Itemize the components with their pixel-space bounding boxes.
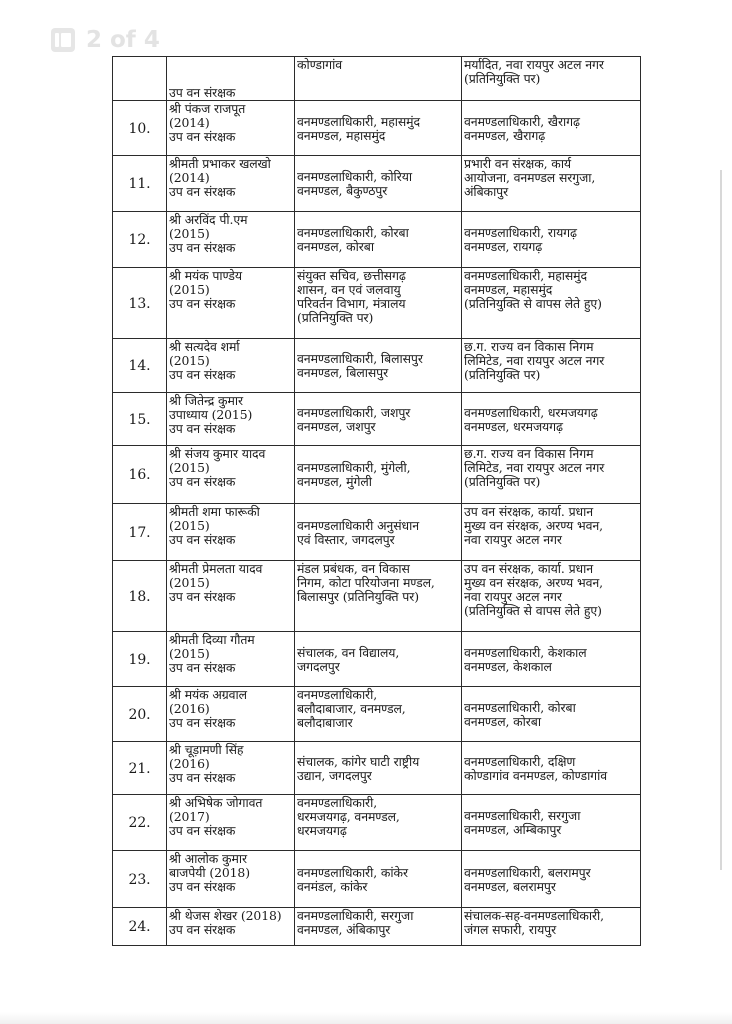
cell-line: वनमण्डलाधिकारी, कोरबा: [464, 699, 576, 715]
cell-line: (2015): [169, 460, 210, 475]
table-row: [113, 57, 641, 101]
cell-line: (प्रतिनियुक्ति पर): [464, 474, 541, 489]
cell-line: बिलासपुर (प्रतिनियुक्ति पर): [297, 589, 419, 604]
serial-number: 21.: [113, 742, 167, 795]
table-row: [113, 632, 641, 687]
cell-line: वनमण्डल, बैकुण्ठपुर: [297, 183, 388, 198]
cell-line: उप वन संरक्षक: [169, 589, 236, 604]
table-row: [113, 339, 641, 393]
current-posting-cell: [295, 742, 462, 795]
serial-number: 19.: [113, 632, 167, 687]
current-posting-cell: [295, 393, 462, 446]
cell-line: वनमण्डलाधिकारी, केशकाल: [464, 644, 587, 660]
cell-line: श्री मयंक पाण्डेय: [169, 268, 242, 283]
new-posting-cell: [462, 908, 641, 946]
serial-number: 10.: [113, 101, 167, 156]
current-posting-cell: [295, 57, 462, 101]
officer-name-cell: [167, 851, 295, 908]
new-posting-cell: [462, 101, 641, 156]
cell-line: जगदलपुर: [297, 658, 340, 674]
cell-line: वनमण्डल, महासमुंद: [297, 127, 386, 143]
officer-name-cell: [167, 156, 295, 212]
cell-line: श्री थेजस शेखर (2018): [169, 908, 282, 923]
cell-line: उप वन संरक्षक: [169, 879, 236, 894]
cell-line: उप वन संरक्षक, कार्या. प्रधान: [464, 561, 594, 576]
new-posting-cell: [462, 742, 641, 795]
table-row: [113, 908, 641, 946]
cell-line: उप वन संरक्षक: [169, 184, 236, 199]
cell-line: (2015): [169, 646, 210, 661]
cell-line: श्रीमती प्रभाकर खलखो: [169, 156, 271, 171]
cell-line: मर्यादित, नवा रायपुर अटल नगर: [464, 57, 604, 72]
cell-line: वनमण्डलाधिकारी अनुसंधान: [297, 517, 419, 533]
cell-line: वनमण्डल, बलरामपुर: [464, 878, 556, 894]
cell-line: परिवर्तन विभाग, मंत्रालय: [297, 296, 406, 311]
cell-line: नवा रायपुर अटल नगर: [464, 532, 562, 547]
scan-edge-mark: [720, 170, 722, 870]
current-posting-cell: [295, 156, 462, 212]
page-bottom-edge: [0, 1012, 732, 1024]
officer-name-cell: [167, 446, 295, 504]
cell-line: वनमण्डल, कोरबा: [464, 713, 541, 729]
cell-line: वनमण्डल, खैरागढ़: [464, 127, 546, 143]
current-posting-cell: [295, 795, 462, 851]
table-row: [113, 795, 641, 851]
table-row: [113, 687, 641, 742]
officer-name-cell: [167, 504, 295, 561]
cell-line: (2015): [169, 518, 210, 533]
cell-line: बाजपेयी (2018): [169, 865, 250, 880]
cell-line: श्री अरविंद पी.एम: [169, 212, 248, 227]
cell-line: मुख्य वन संरक्षक, अरण्य भवन,: [464, 518, 603, 533]
officer-name-cell: [167, 795, 295, 851]
page-indicator-text: 2 of 4: [86, 27, 160, 53]
current-posting-cell: [295, 687, 462, 742]
cell-line: उप वन संरक्षक: [169, 823, 236, 838]
serial-number: 12.: [113, 212, 167, 268]
new-posting-cell: [462, 795, 641, 851]
cell-line: धरमजयगढ़: [297, 823, 347, 838]
serial-number: [113, 57, 167, 101]
current-posting-cell: [295, 632, 462, 687]
table-row: [113, 393, 641, 446]
table-row: [113, 504, 641, 561]
cell-line: (प्रतिनियुक्ति से वापस लेते हुए): [464, 603, 602, 618]
officer-name-cell: [167, 339, 295, 393]
current-posting-cell: [295, 212, 462, 268]
cell-line: (2016): [169, 756, 210, 771]
cell-line: वनमण्डल, केशकाल: [464, 658, 552, 674]
serial-number: 17.: [113, 504, 167, 561]
cell-line: उद्यान, जगदलपुर: [297, 767, 372, 783]
new-posting-cell: [462, 504, 641, 561]
cell-line: अंबिकापुर: [464, 184, 509, 199]
officer-name-cell: [167, 742, 295, 795]
officer-name-cell: [167, 101, 295, 156]
cell-line: श्री अभिषेक जोगावत: [169, 795, 263, 810]
serial-number: 22.: [113, 795, 167, 851]
cell-line: (2014): [169, 170, 210, 185]
page-indicator-badge[interactable]: [42, 22, 200, 58]
cell-line: मंडल प्रबंधक, वन विकास: [297, 561, 410, 576]
cell-line: वनमण्डलाधिकारी, महासमुंद: [464, 268, 587, 283]
cell-line: (2017): [169, 809, 210, 824]
officer-name-cell: [167, 632, 295, 687]
cell-line: (प्रतिनियुक्ति पर): [297, 310, 374, 325]
table-row: [113, 101, 641, 156]
cell-line: लिमिटेड, नवा रायपुर अटल नगर: [464, 353, 605, 368]
new-posting-cell: [462, 561, 641, 632]
current-posting-cell: [295, 101, 462, 156]
cell-line: श्री सत्यदेव शर्मा: [169, 339, 240, 354]
cell-line: छ.ग. राज्य वन विकास निगम: [464, 446, 594, 461]
cell-line: उप वन संरक्षक: [169, 474, 236, 489]
cell-line: वनमण्डलाधिकारी, बिलासपुर: [297, 351, 423, 366]
cell-line: वनमण्डलाधिकारी, धरमजयगढ़: [464, 404, 598, 420]
cell-line: प्रभारी वन संरक्षक, कार्य: [464, 156, 572, 171]
cell-line: वनमण्डलाधिकारी, महासमुंद: [297, 113, 420, 129]
cell-line: लिमिटेड, नवा रायपुर अटल नगर: [464, 460, 605, 475]
cell-line: (2015): [169, 282, 210, 297]
cell-line: श्री जितेन्द्र कुमार: [169, 393, 243, 408]
cell-line: संचालक, वन विद्यालय,: [297, 644, 400, 660]
cell-line: वनमण्डलाधिकारी,: [297, 687, 378, 702]
cell-line: उप वन संरक्षक: [169, 367, 236, 382]
cell-line: श्रीमती प्रेमलता यादव: [169, 561, 263, 576]
cell-line: (2015): [169, 353, 210, 368]
cell-line: उप वन संरक्षक: [169, 421, 236, 436]
officer-name-cell: [167, 908, 295, 946]
cell-line: संयुक्त सचिव, छत्तीसगढ़: [297, 268, 406, 283]
cell-line: उप वन संरक्षक, कार्या. प्रधान: [464, 504, 594, 519]
cell-line: उप वन संरक्षक: [169, 660, 236, 675]
cell-line: (प्रतिनियुक्ति से वापस लेते हुए): [464, 296, 602, 311]
cell-line: उप वन संरक्षक: [169, 770, 236, 785]
officer-name-cell: [167, 687, 295, 742]
serial-number: 14.: [113, 339, 167, 393]
current-posting-cell: [295, 851, 462, 908]
officer-name-cell: [167, 57, 295, 101]
cell-line: वनमण्डलाधिकारी, मुंगेली,: [297, 460, 411, 475]
current-posting-cell: [295, 908, 462, 946]
cell-line: (प्रतिनियुक्ति पर): [464, 367, 541, 382]
officer-name-cell: [167, 212, 295, 268]
table-row: [113, 851, 641, 908]
cell-line: श्री आलोक कुमार: [169, 851, 247, 866]
cell-line: वनमण्डलाधिकारी, सरगुजा: [464, 808, 581, 823]
cell-line: वनमण्डल, कोरबा: [297, 239, 374, 254]
new-posting-cell: [462, 57, 641, 101]
cell-line: मुख्य वन संरक्षक, अरण्य भवन,: [464, 575, 603, 590]
cell-line: वनमण्डलाधिकारी, सरगुजा: [297, 908, 414, 923]
cell-line: [169, 72, 292, 86]
serial-number: 16.: [113, 446, 167, 504]
serial-number: 24.: [113, 908, 167, 946]
new-posting-cell: [462, 156, 641, 212]
cell-line: छ.ग. राज्य वन विकास निगम: [464, 339, 594, 354]
cell-line: वनमण्डल, महासमुंद: [464, 282, 553, 297]
current-posting-cell: [295, 504, 462, 561]
cell-line: श्री पंकज राजपूत: [169, 101, 246, 116]
cell-line: वनमण्डलाधिकारी, रायगढ़: [464, 225, 577, 240]
new-posting-cell: [462, 632, 641, 687]
cell-line: (2014): [169, 115, 210, 130]
cell-line: नवा रायपुर अटल नगर: [464, 589, 562, 604]
cell-line: उप वन संरक्षक: [169, 296, 236, 311]
cell-line: संचालक, कांगेर घाटी राष्ट्रीय: [297, 753, 420, 769]
cell-line: वनमण्डल, बिलासपुर: [297, 365, 389, 380]
officer-transfer-table: [112, 56, 641, 946]
cell-line: वनमण्डलाधिकारी, कांकेर: [297, 864, 408, 880]
cell-line: वनमण्डल, मुंगेली: [297, 474, 372, 489]
current-posting-cell: [295, 561, 462, 632]
new-posting-cell: [462, 446, 641, 504]
cell-line: धरमजयगढ़, वनमण्डल,: [297, 809, 400, 824]
current-posting-cell: [295, 268, 462, 339]
serial-number: 18.: [113, 561, 167, 632]
cell-line: (2015): [169, 226, 210, 241]
cell-line: आयोजना, वनमण्डल सरगुजा,: [464, 170, 596, 185]
cell-line: श्रीमती दिव्या गौतम: [169, 632, 255, 647]
table-row: [113, 212, 641, 268]
cell-line: श्री चूड़ामणी सिंह: [169, 742, 244, 757]
cell-line: वनमण्डलाधिकारी, खैरागढ़: [464, 113, 580, 129]
cell-line: (2015): [169, 575, 210, 590]
new-posting-cell: [462, 268, 641, 339]
new-posting-cell: [462, 687, 641, 742]
cell-line: वनमण्डलाधिकारी, कोरबा: [297, 225, 409, 240]
cell-line: वनमण्डलाधिकारी, बलरामपुर: [464, 864, 591, 880]
cell-line: बलौदाबाजार: [297, 715, 353, 730]
cell-line: वनमण्डल, अंबिकापुर: [297, 922, 391, 937]
cell-line: उपाध्याय (2015): [169, 407, 253, 422]
cell-line: श्रीमती शमा फारूकी: [169, 504, 260, 519]
table-body: [113, 57, 641, 946]
cell-line: वनमण्डल, रायगढ़: [464, 239, 543, 254]
new-posting-cell: [462, 851, 641, 908]
cell-line: एवं विस्तार, जगदलपुर: [297, 531, 395, 547]
cell-line: श्री मयंक अग्रवाल: [169, 687, 247, 702]
cell-line: शासन, वन एवं जलवायु: [297, 282, 401, 297]
cell-line: वनमण्डलाधिकारी, जशपुर: [297, 404, 411, 420]
cell-line: वनमंडल, कांकेर: [297, 878, 368, 894]
serial-number: 11.: [113, 156, 167, 212]
cell-line: उप वन संरक्षक: [169, 240, 236, 255]
serial-number: 13.: [113, 268, 167, 339]
table-row: [113, 561, 641, 632]
cell-line: निगम, कोटा परियोजना मण्डल,: [297, 575, 435, 590]
cell-line: वनमण्डल, जशपुर: [297, 418, 376, 434]
cell-line: उप वन संरक्षक: [169, 532, 236, 547]
cell-line: वनमण्डल, अम्बिकापुर: [464, 822, 562, 837]
cell-line: (2016): [169, 701, 210, 716]
cell-line: कोण्डागांव वनमण्डल, कोण्डागांव: [464, 767, 608, 783]
cell-line: (प्रतिनियुक्ति पर): [464, 71, 541, 86]
cell-line: वनमण्डलाधिकारी, कोरिया: [297, 169, 413, 184]
cell-line: श्री संजय कुमार यादव: [169, 446, 266, 461]
cell-line: उप वन संरक्षक: [169, 922, 236, 937]
table-row: [113, 742, 641, 795]
serial-number: 23.: [113, 851, 167, 908]
cell-line: [169, 58, 292, 72]
cell-line: बलौदाबाजार, वनमण्डल,: [297, 701, 406, 716]
new-posting-cell: [462, 212, 641, 268]
serial-number: 20.: [113, 687, 167, 742]
cell-line: उप वन संरक्षक: [169, 129, 236, 144]
current-posting-cell: [295, 339, 462, 393]
new-posting-cell: [462, 393, 641, 446]
cell-line: कोण्डागांव: [297, 57, 343, 72]
table-row: [113, 446, 641, 504]
serial-number: 15.: [113, 393, 167, 446]
table-row: [113, 268, 641, 339]
cell-line: उप वन संरक्षक: [169, 85, 236, 100]
cell-line: वनमण्डलाधिकारी, दक्षिण: [464, 753, 576, 769]
cell-line: संचालक-सह-वनमण्डलाधिकारी,: [464, 908, 604, 923]
officer-name-cell: [167, 393, 295, 446]
new-posting-cell: [462, 339, 641, 393]
cell-line: वनमण्डलाधिकारी,: [297, 795, 378, 810]
cell-line: वनमण्डल, धरमजयगढ़: [464, 418, 563, 434]
document-pages-icon: [50, 27, 76, 53]
current-posting-cell: [295, 446, 462, 504]
table-row: [113, 156, 641, 212]
cell-line: उप वन संरक्षक: [169, 715, 236, 730]
officer-name-cell: [167, 268, 295, 339]
cell-line: जंगल सफारी, रायपुर: [464, 922, 557, 937]
officer-name-cell: [167, 561, 295, 632]
